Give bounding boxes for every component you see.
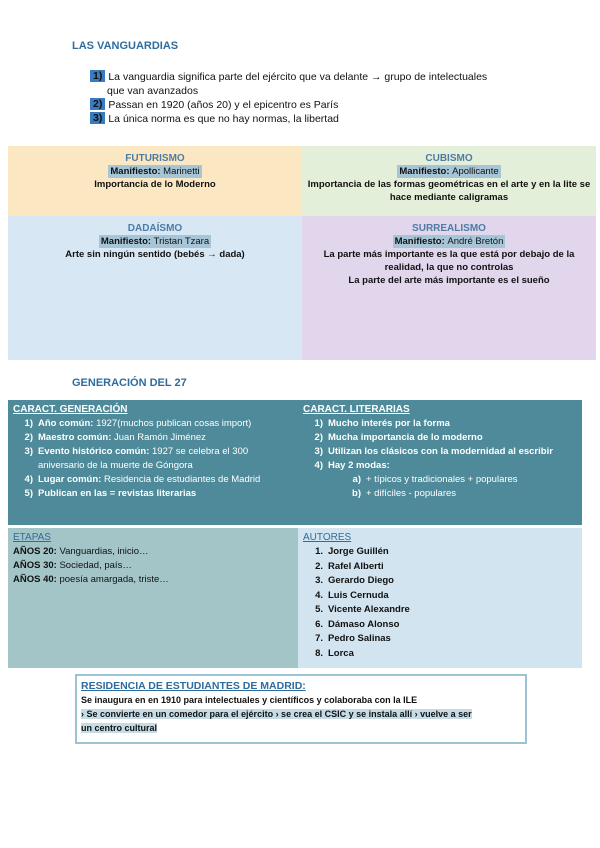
caract-literarias-heading: CARACT. LITERARIAS bbox=[303, 404, 410, 415]
movements-grid bbox=[8, 146, 596, 360]
manifest-author: Marinetti bbox=[163, 166, 200, 177]
autor-name: Luis Cernuda bbox=[328, 589, 389, 601]
movement-desc: La parte más importante es la que está por debajo de la realidad, la que no controlas bbox=[323, 249, 575, 273]
etapa-label: AÑOS 40: bbox=[13, 574, 57, 585]
autor-name: Lorca bbox=[328, 647, 354, 659]
movement-surrealismo bbox=[302, 216, 596, 360]
sub-item bbox=[341, 473, 577, 487]
etapa-text: Sociedad, país… bbox=[59, 560, 132, 571]
sub-number: b) bbox=[352, 488, 361, 499]
list-number: 7. bbox=[315, 633, 323, 644]
list-number: 3) bbox=[314, 446, 323, 457]
movement-name: SURREALISMO bbox=[412, 223, 486, 234]
vanguardias-list bbox=[90, 70, 530, 126]
autor-item bbox=[303, 618, 577, 633]
list-number: 5) bbox=[24, 488, 33, 499]
caract-generacion-heading: CARACT. GENERACIÓN bbox=[13, 404, 128, 415]
movement-dadaismo bbox=[8, 216, 302, 360]
manifest bbox=[397, 165, 500, 178]
list-item bbox=[90, 70, 530, 84]
residencia-line: › Se convierte en un comedor para el ejército › se crea el CSIC y se instala allí › vuelve a ser bbox=[81, 709, 472, 719]
list-text: Passan en 1920 (años 20) y el epicentro es París bbox=[108, 99, 339, 111]
list-item bbox=[13, 487, 293, 501]
manifest bbox=[99, 235, 211, 248]
list-number: 2) bbox=[90, 98, 105, 110]
list-item bbox=[303, 445, 577, 459]
autor-name: Pedro Salinas bbox=[328, 633, 391, 644]
item-text: 1927 se celebra el 300 aniversario de la muerte de Góngora bbox=[38, 446, 249, 471]
autor-name: Dámaso Alonso bbox=[328, 618, 400, 630]
residencia-line: un centro cultural bbox=[81, 723, 158, 733]
manifest-label: Manifiesto: bbox=[399, 166, 450, 177]
etapa-item bbox=[13, 573, 293, 587]
manifest-author: Apollicante bbox=[452, 166, 499, 177]
autores-box bbox=[298, 528, 582, 668]
autor-name: Jorge Guillén bbox=[328, 546, 389, 557]
vanguardias-title: LAS VANGUARDIAS bbox=[72, 40, 179, 52]
list-number: 6. bbox=[315, 618, 323, 630]
list-number: 1. bbox=[315, 546, 323, 557]
list-number: 1) bbox=[90, 70, 105, 82]
list-number: 2. bbox=[315, 560, 323, 572]
item-text: Hay 2 modas: bbox=[328, 460, 390, 471]
list-number: 3) bbox=[24, 446, 33, 457]
item-text: + difíciles - populares bbox=[366, 488, 457, 499]
item-text: + típicos y tradicionales + populares bbox=[366, 474, 518, 485]
autores-heading: AUTORES bbox=[303, 532, 352, 543]
list-item bbox=[303, 417, 577, 431]
sub-item bbox=[341, 487, 577, 501]
generacion-title: GENERACIÓN DEL 27 bbox=[72, 377, 187, 389]
list-item bbox=[13, 473, 293, 487]
list-number: 2) bbox=[314, 432, 323, 443]
list-number: 1) bbox=[314, 418, 323, 429]
etapa-label: AÑOS 30: bbox=[13, 560, 57, 571]
manifest bbox=[108, 165, 201, 178]
sub-number: a) bbox=[352, 474, 361, 485]
autor-item bbox=[303, 603, 577, 618]
etapa-label: AÑOS 20: bbox=[13, 546, 57, 557]
residencia-line: Se inaugura en en 1910 para intelectuales y científicos y colaboraba con la ILE bbox=[81, 695, 418, 705]
manifest bbox=[393, 235, 506, 248]
movement-futurismo bbox=[8, 146, 302, 216]
manifest-author: Tristan Tzara bbox=[153, 236, 210, 247]
movement-desc: La parte del arte más importante es el sueño bbox=[348, 275, 550, 286]
movement-desc: Arte sin ningún sentido (bebés → dada) bbox=[65, 249, 245, 260]
manifest-author: André Bretón bbox=[447, 236, 504, 247]
list-text-cont: que van avanzados bbox=[107, 85, 199, 97]
etapa-item bbox=[13, 559, 293, 573]
list-number: 4) bbox=[314, 460, 323, 471]
item-label: Evento histórico común: bbox=[38, 446, 150, 457]
manifest-label: Manifiesto: bbox=[100, 236, 152, 247]
movement-desc: Importancia de las formas geométricas en el arte y en la lite se hace mediante caligramas bbox=[307, 179, 591, 203]
movement-desc: Importancia de lo Moderno bbox=[94, 179, 216, 190]
autor-item bbox=[303, 545, 577, 560]
list-item bbox=[13, 417, 293, 431]
list-item bbox=[303, 431, 577, 445]
movement-name: CUBISMO bbox=[425, 153, 473, 164]
list-number: 2) bbox=[24, 432, 33, 443]
manifest-label: Manifiesto: bbox=[110, 166, 161, 177]
item-label: Publican en las = revistas literarias bbox=[38, 488, 197, 499]
item-text: 1927(muchos publican cosas import) bbox=[96, 418, 252, 429]
autor-name: Vicente Alexandre bbox=[328, 604, 410, 615]
list-text: La vanguardia significa parte del ejército que va delante → grupo de intelectuales bbox=[108, 71, 488, 83]
etapas-heading: ETAPAS bbox=[13, 532, 51, 543]
item-text: Mucho interés por la forma bbox=[328, 418, 450, 429]
item-text: Residencia de estudiantes de Madrid bbox=[103, 474, 261, 485]
etapas-box bbox=[8, 528, 298, 668]
list-item bbox=[90, 98, 530, 112]
manifest-label: Manifiesto: bbox=[394, 236, 445, 247]
movement-name: FUTURISMO bbox=[125, 153, 185, 164]
item-label: Lugar común: bbox=[38, 474, 102, 485]
item-label: Maestro común: bbox=[38, 432, 112, 443]
autor-name: Rafel Alberti bbox=[328, 560, 384, 572]
residencia-box bbox=[75, 674, 527, 744]
list-text: La única norma es que no hay normas, la libertad bbox=[108, 113, 339, 125]
caract-generacion-box bbox=[8, 400, 298, 525]
list-item bbox=[13, 431, 293, 445]
list-number: 4. bbox=[315, 589, 323, 601]
list-number: 5. bbox=[315, 604, 323, 615]
item-text: Utilizan los clásicos con la modernidad al escribir bbox=[328, 446, 553, 457]
etapa-item bbox=[13, 545, 293, 559]
etapa-text: Vanguardias, inicio… bbox=[59, 546, 149, 557]
autor-item bbox=[303, 632, 577, 647]
movement-name: DADAÍSMO bbox=[127, 223, 183, 234]
list-item bbox=[13, 445, 293, 473]
list-number: 1) bbox=[24, 418, 33, 429]
autor-item bbox=[303, 574, 577, 589]
residencia-title: RESIDENCIA DE ESTUDIANTES DE MADRID: bbox=[81, 680, 306, 692]
item-text: Mucha importancia de lo moderno bbox=[328, 432, 483, 443]
list-number: 4) bbox=[24, 474, 33, 485]
etapa-text: poesía amargada, triste… bbox=[59, 574, 169, 585]
caract-literarias-box bbox=[298, 400, 582, 525]
list-number: 3) bbox=[90, 112, 105, 124]
autor-item bbox=[303, 647, 577, 662]
list-number: 8. bbox=[315, 647, 323, 659]
autor-item bbox=[303, 560, 577, 575]
autor-name: Gerardo Diego bbox=[328, 575, 394, 586]
list-item bbox=[90, 112, 530, 126]
item-label: Año común: bbox=[38, 418, 94, 429]
autor-item bbox=[303, 589, 577, 604]
movement-cubismo bbox=[302, 146, 596, 216]
list-number: 3. bbox=[315, 575, 323, 586]
list-item bbox=[303, 459, 577, 473]
item-text: Juan Ramón Jiménez bbox=[114, 432, 206, 443]
